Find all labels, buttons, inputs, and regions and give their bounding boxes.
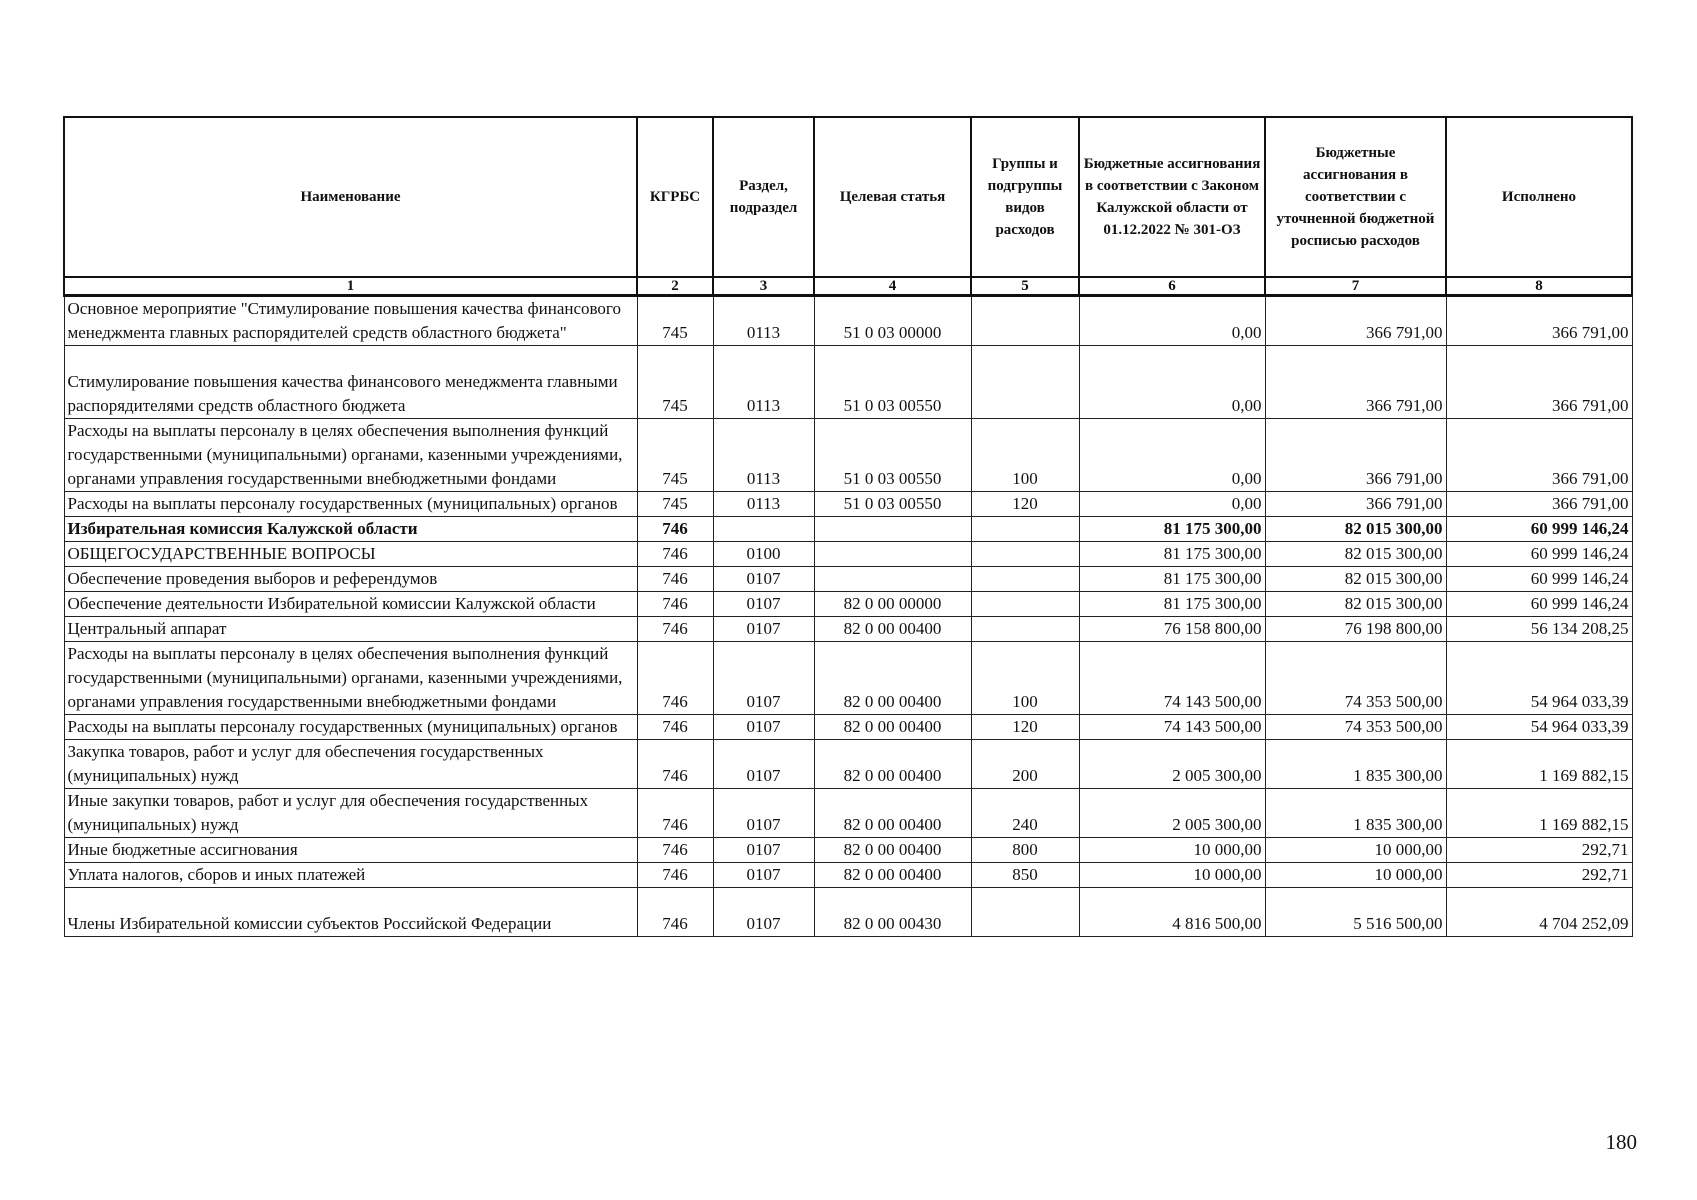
row-group: 120 [971,715,1079,740]
table-row [64,789,1632,838]
row-name: Уплата налогов, сборов и иных платежей [64,863,637,888]
row-executed: 56 134 208,25 [1446,617,1632,642]
row-group [971,542,1079,567]
row-target: 82 0 00 00400 [814,715,971,740]
row-section: 0107 [713,789,814,838]
row-executed: 366 791,00 [1446,346,1632,419]
row-kgrbs: 746 [637,789,713,838]
row-group [971,567,1079,592]
row-target: 82 0 00 00400 [814,740,971,789]
row-section: 0107 [713,642,814,715]
row-executed: 1 169 882,15 [1446,740,1632,789]
row-target: 51 0 03 00000 [814,296,971,346]
row-name: Расходы на выплаты персоналу в целях обеспечения выполнения функций государственными (муниципальными) органами, казенными учреждениями, органами управления государственными внебюджетными фондами [64,642,637,715]
table-row [64,642,1632,715]
row-law-allocation: 4 816 500,00 [1079,888,1265,937]
row-executed: 54 964 033,39 [1446,715,1632,740]
row-target [814,517,971,542]
row-refined-allocation: 82 015 300,00 [1265,567,1446,592]
row-section: 0107 [713,863,814,888]
column-number: 6 [1079,277,1265,296]
table-row [64,838,1632,863]
row-group [971,296,1079,346]
row-executed: 366 791,00 [1446,296,1632,346]
row-group: 100 [971,642,1079,715]
row-target: 82 0 00 00400 [814,789,971,838]
row-name: Стимулирование повышения качества финансового менеджмента главными распорядителями средств областного бюджета [64,346,637,419]
row-refined-allocation: 1 835 300,00 [1265,789,1446,838]
header-refined-allocation: Бюджетные ассигнования в соответствии с уточненной бюджетной росписью расходов [1265,117,1446,277]
row-name: ОБЩЕГОСУДАРСТВЕННЫЕ ВОПРОСЫ [64,542,637,567]
row-target: 51 0 03 00550 [814,419,971,492]
row-refined-allocation: 10 000,00 [1265,838,1446,863]
row-executed: 292,71 [1446,863,1632,888]
page-number: 180 [1605,1130,1637,1154]
row-refined-allocation: 366 791,00 [1265,346,1446,419]
row-refined-allocation: 82 015 300,00 [1265,517,1446,542]
row-law-allocation: 0,00 [1079,346,1265,419]
header-executed: Исполнено [1446,117,1632,277]
row-kgrbs: 746 [637,617,713,642]
row-section: 0107 [713,715,814,740]
row-kgrbs: 746 [637,642,713,715]
column-number: 5 [971,277,1079,296]
row-law-allocation: 10 000,00 [1079,863,1265,888]
row-kgrbs: 746 [637,517,713,542]
row-law-allocation: 0,00 [1079,296,1265,346]
row-kgrbs: 746 [637,592,713,617]
header-name: Наименование [64,117,637,277]
column-number: 7 [1265,277,1446,296]
row-group: 120 [971,492,1079,517]
row-name: Основное мероприятие "Стимулирование повышения качества финансового менеджмента главных распорядителей средств областного бюджета" [64,296,637,346]
table-row [64,517,1632,542]
row-refined-allocation: 5 516 500,00 [1265,888,1446,937]
row-refined-allocation: 10 000,00 [1265,863,1446,888]
row-law-allocation: 0,00 [1079,492,1265,517]
column-number-row [64,277,1632,296]
row-kgrbs: 746 [637,542,713,567]
row-kgrbs: 746 [637,567,713,592]
table-row [64,617,1632,642]
row-group: 240 [971,789,1079,838]
row-law-allocation: 76 158 800,00 [1079,617,1265,642]
row-executed: 60 999 146,24 [1446,567,1632,592]
row-law-allocation: 2 005 300,00 [1079,789,1265,838]
row-kgrbs: 746 [637,888,713,937]
table-row [64,888,1632,937]
row-section: 0100 [713,542,814,567]
row-group [971,592,1079,617]
row-group: 850 [971,863,1079,888]
row-target: 82 0 00 00400 [814,863,971,888]
column-number: 2 [637,277,713,296]
row-target: 51 0 03 00550 [814,346,971,419]
row-name: Члены Избирательной комиссии субъектов Российской Федерации [64,888,637,937]
table-row [64,592,1632,617]
row-section: 0113 [713,346,814,419]
row-law-allocation: 74 143 500,00 [1079,715,1265,740]
table-row [64,419,1632,492]
column-number: 8 [1446,277,1632,296]
row-target: 82 0 00 00430 [814,888,971,937]
row-target: 82 0 00 00400 [814,617,971,642]
row-kgrbs: 746 [637,863,713,888]
column-number: 3 [713,277,814,296]
row-kgrbs: 746 [637,740,713,789]
header-group: Группы и подгруппы видов расходов [971,117,1079,277]
table-row [64,740,1632,789]
header-kgrbs: КГРБС [637,117,713,277]
row-refined-allocation: 366 791,00 [1265,492,1446,517]
budget-table [63,116,1633,937]
row-law-allocation: 0,00 [1079,419,1265,492]
row-refined-allocation: 82 015 300,00 [1265,542,1446,567]
table-row [64,542,1632,567]
table-row [64,715,1632,740]
row-law-allocation: 10 000,00 [1079,838,1265,863]
row-kgrbs: 746 [637,715,713,740]
row-name: Расходы на выплаты персоналу в целях обеспечения выполнения функций государственными (муниципальными) органами, казенными учреждениями, органами управления государственными внебюджетными фондами [64,419,637,492]
row-target [814,567,971,592]
row-kgrbs: 746 [637,838,713,863]
row-group [971,617,1079,642]
row-executed: 60 999 146,24 [1446,592,1632,617]
row-refined-allocation: 366 791,00 [1265,419,1446,492]
row-section: 0107 [713,592,814,617]
row-executed: 1 169 882,15 [1446,789,1632,838]
row-law-allocation: 74 143 500,00 [1079,642,1265,715]
row-name: Избирательная комиссия Калужской области [64,517,637,542]
header-section: Раздел, подраздел [713,117,814,277]
row-target: 82 0 00 00400 [814,642,971,715]
row-refined-allocation: 74 353 500,00 [1265,715,1446,740]
row-law-allocation: 81 175 300,00 [1079,542,1265,567]
row-kgrbs: 745 [637,492,713,517]
row-group [971,346,1079,419]
row-group [971,517,1079,542]
table-row [64,863,1632,888]
table-row [64,492,1632,517]
row-name: Центральный аппарат [64,617,637,642]
row-executed: 54 964 033,39 [1446,642,1632,715]
column-number: 1 [64,277,637,296]
row-kgrbs: 745 [637,346,713,419]
row-name: Расходы на выплаты персоналу государственных (муниципальных) органов [64,715,637,740]
row-executed: 366 791,00 [1446,492,1632,517]
row-law-allocation: 2 005 300,00 [1079,740,1265,789]
row-refined-allocation: 82 015 300,00 [1265,592,1446,617]
row-name: Обеспечение деятельности Избирательной комиссии Калужской области [64,592,637,617]
row-group [971,888,1079,937]
row-section [713,517,814,542]
table-row [64,567,1632,592]
header-target: Целевая статья [814,117,971,277]
row-law-allocation: 81 175 300,00 [1079,567,1265,592]
row-group: 800 [971,838,1079,863]
header-law-allocation: Бюджетные ассигнования в соответствии с Законом Калужской области от 01.12.2022 № 301-ОЗ [1079,117,1265,277]
row-executed: 292,71 [1446,838,1632,863]
column-number: 4 [814,277,971,296]
table-row [64,296,1632,346]
row-section: 0107 [713,617,814,642]
row-name: Иные бюджетные ассигнования [64,838,637,863]
row-law-allocation: 81 175 300,00 [1079,517,1265,542]
row-refined-allocation: 74 353 500,00 [1265,642,1446,715]
row-section: 0113 [713,419,814,492]
row-executed: 4 704 252,09 [1446,888,1632,937]
row-section: 0113 [713,296,814,346]
row-refined-allocation: 1 835 300,00 [1265,740,1446,789]
row-target: 82 0 00 00400 [814,838,971,863]
row-name: Обеспечение проведения выборов и референдумов [64,567,637,592]
header-row [64,117,1632,277]
row-name: Иные закупки товаров, работ и услуг для обеспечения государственных (муниципальных) нужд [64,789,637,838]
row-target: 82 0 00 00000 [814,592,971,617]
row-executed: 366 791,00 [1446,419,1632,492]
row-group: 100 [971,419,1079,492]
row-section: 0107 [713,888,814,937]
row-section: 0107 [713,838,814,863]
row-section: 0113 [713,492,814,517]
row-group: 200 [971,740,1079,789]
row-section: 0107 [713,740,814,789]
row-refined-allocation: 366 791,00 [1265,296,1446,346]
row-kgrbs: 745 [637,419,713,492]
row-name: Закупка товаров, работ и услуг для обеспечения государственных (муниципальных) нужд [64,740,637,789]
row-section: 0107 [713,567,814,592]
row-executed: 60 999 146,24 [1446,542,1632,567]
row-kgrbs: 745 [637,296,713,346]
table-row [64,346,1632,419]
row-name: Расходы на выплаты персоналу государственных (муниципальных) органов [64,492,637,517]
row-target [814,542,971,567]
row-executed: 60 999 146,24 [1446,517,1632,542]
row-refined-allocation: 76 198 800,00 [1265,617,1446,642]
row-target: 51 0 03 00550 [814,492,971,517]
row-law-allocation: 81 175 300,00 [1079,592,1265,617]
